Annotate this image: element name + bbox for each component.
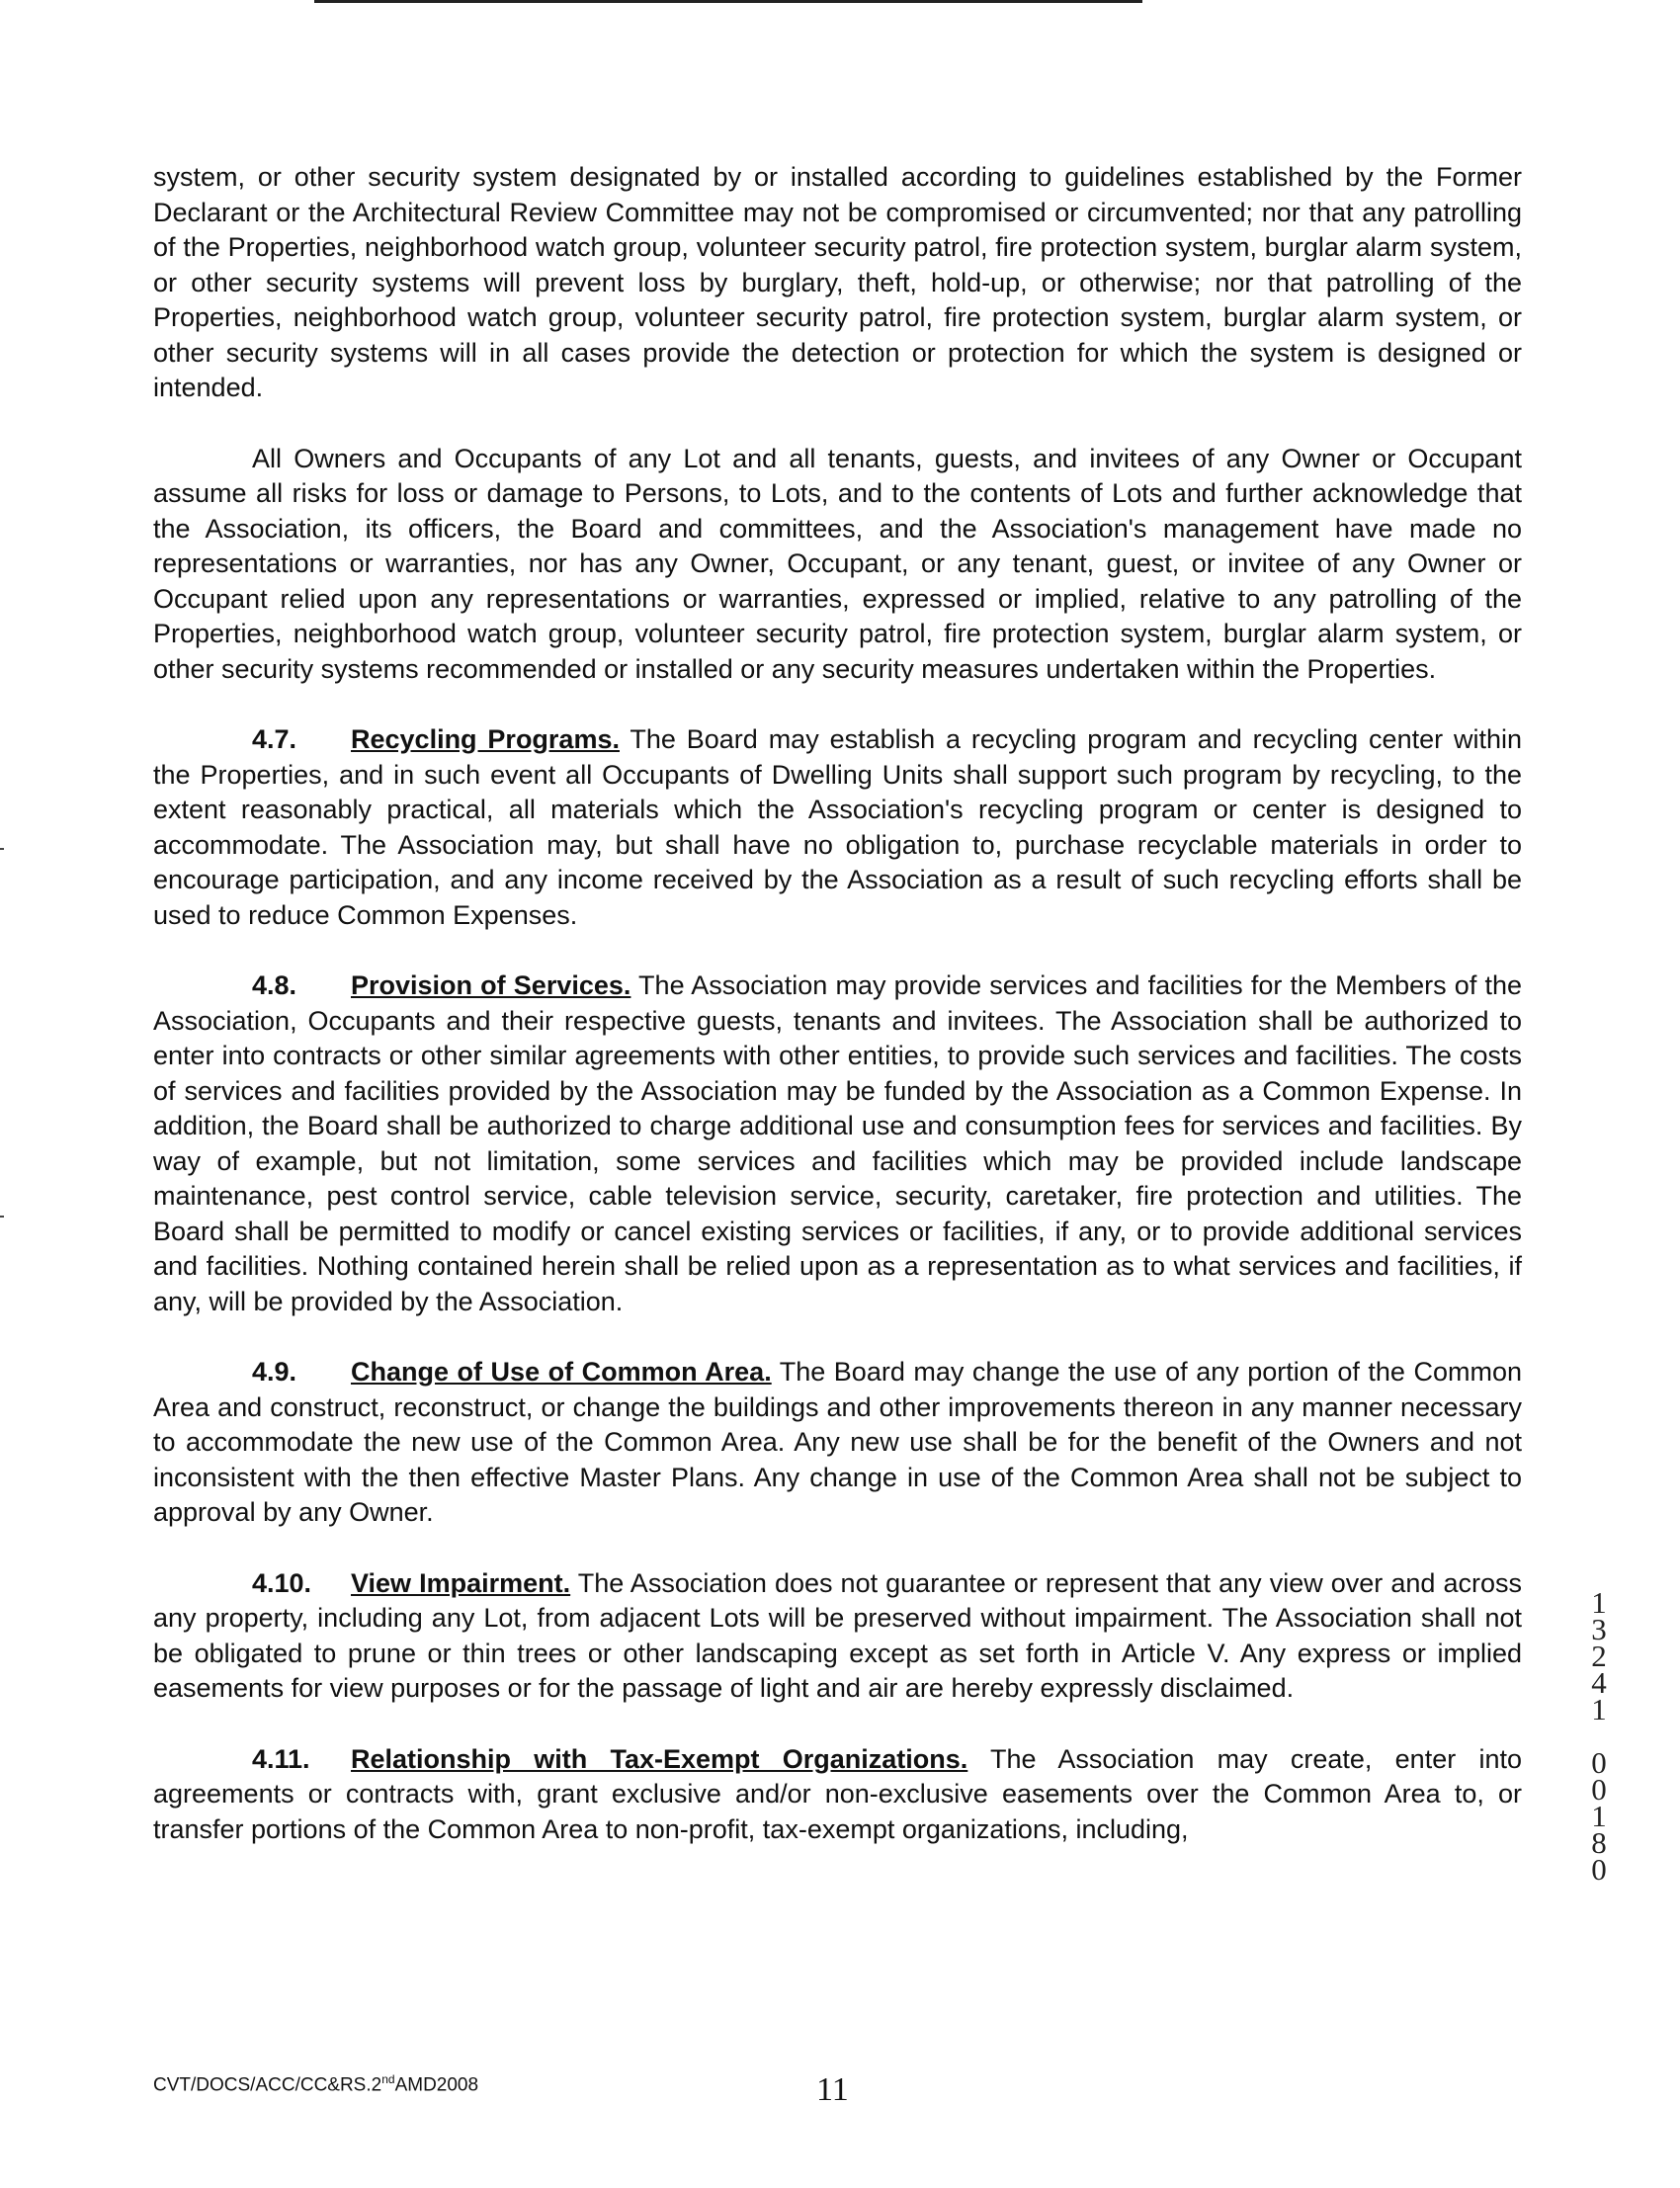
recording-stamp <box>1581 1585 1617 1887</box>
margin-mark <box>0 848 4 850</box>
page-number: 11 <box>816 2071 849 2108</box>
section-number: 4.7. <box>252 724 297 754</box>
stamp-char: 4 <box>1591 1665 1607 1700</box>
stamp-char: 1 <box>1591 1585 1607 1620</box>
stamp-char: 2 <box>1591 1639 1607 1673</box>
stamp-char: 0 <box>1591 1745 1607 1780</box>
section-number: 4.10. <box>252 1567 312 1598</box>
section-number: 4.8. <box>252 970 297 1000</box>
section-4-11 <box>153 1742 1522 1848</box>
section-4-8 <box>153 968 1522 1319</box>
section-title: Recycling Programs. <box>351 724 620 754</box>
section-text: The Association may create, enter into agreements or contracts with, grant exclusive and/or non-exclusive easements over the Common Area to, or transfer portions of the Common Area to non-profit, tax-exempt organizations, including, <box>153 1743 1522 1844</box>
section-text: The Board may change the use of any portion of the Common Area and construct, reconstruct, or change the buildings and other improvements thereon in any manner necessary to accommodate the new use of the Common Area. Any new use shall be for the benefit of the Owners and not inconsistent with the then effective Master Plans. Any change in use of the Common Area shall not be subject to approval by any Owner. <box>153 1357 1522 1527</box>
stamp-char: 8 <box>1591 1825 1607 1860</box>
section-title: Change of Use of Common Area. <box>351 1357 772 1387</box>
section-title: Provision of Services. <box>351 970 631 1000</box>
stamp-char: 0 <box>1591 1852 1607 1887</box>
doc-ref-sup: nd <box>381 2072 395 2086</box>
top-edge-rule <box>314 0 1142 3</box>
section-number: 4.9. <box>252 1357 297 1387</box>
stamp-char: 1 <box>1591 1692 1607 1726</box>
section-number: 4.11. <box>252 1743 310 1774</box>
stamp-char: 3 <box>1591 1612 1607 1646</box>
document-body <box>153 160 1522 1883</box>
doc-ref-suffix: AMD2008 <box>394 2074 479 2096</box>
section-4-10 <box>153 1566 1522 1707</box>
doc-ref-prefix: CVT/DOCS/ACC/CC&RS.2 <box>153 2074 382 2096</box>
section-text: The Association may provide services and facilities for the Members of the Association, Occupants and their respective guests, tenants and invitees. The Association shall be authorized to enter into contracts or other similar agreements with other entities, to provide such services and facilities. The costs of services and facilities provided by the Association may be funded by the Association as a Common Expense. In addition, the Board shall be authorized to charge additional use and consumption fees for services and facilities. By way of example, but not limitation, some services and facilities which may be provided include landscape maintenance, pest control service, cable television service, security, caretaker, fire protection and utilities. The Board shall be permitted to modify or cancel existing services or facilities, if any, or to provide additional services and facilities. Nothing contained herein shall be relied upon as a representation as to what services and facilities, if any, will be provided by the Association. <box>153 970 1522 1316</box>
section-text: The Association does not guarantee or represent that any view over and across any property, including any Lot, from adjacent Lots will be preserved without impairment. The Association shall not be obligated to prune or thin trees or other landscaping except as set forth in Article V. Any express or implied easements for view purposes or for the passage of light and air are hereby expressly disclaimed. <box>153 1567 1522 1703</box>
paragraph-risk-assumption: All Owners and Occupants of any Lot and all tenants, guests, and invitees of any Owner or Occupant assume all risks for loss or damage to Persons, to Lots, and to the contents of Lots and further acknowledge that the Association, its officers, the Board and committees, and the Association's management have made no representations or warranties, nor has any Owner, Occupant, or any tenant, guest, or invitee of any Owner or Occupant relied upon any representations or warranties, expressed or implied, relative to any patrolling of the Properties, neighborhood watch group, volunteer security patrol, fire protection system, burglar alarm system, or other security systems recommended or installed or any security measures undertaken within the Properties. <box>153 443 1522 684</box>
paragraph-continuation: system, or other security system designated by or installed according to guidelines established by the Former Declarant or the Architectural Review Committee may not be compromised or circumvented; nor that any patrolling of the Properties, neighborhood watch group, volunteer security patrol, fire protection system, burglar alarm system, or other security systems will prevent loss by burglary, theft, hold-up, or otherwise; nor that patrolling of the Properties, neighborhood watch group, volunteer security patrol, fire protection system, burglar alarm system, or other security systems will in all cases provide the detection or protection for which the system is designed or intended. <box>153 162 1522 402</box>
section-4-9 <box>153 1355 1522 1531</box>
margin-mark <box>0 1216 4 1218</box>
section-title: Relationship with Tax-Exempt Organizations. <box>351 1743 968 1774</box>
section-4-7 <box>153 722 1522 933</box>
section-title: View Impairment. <box>351 1567 571 1598</box>
section-text: The Board may establish a recycling program and recycling center within the Properties, and in such event all Occupants of Dwelling Units shall support such program by recycling, to the extent reasonably practical, all materials which the Association's recycling program or center is designed to accommodate. The Association may, but shall have no obligation to, purchase recyclable materials in order to encourage participation, and any income received by the Association as a result of such recycling efforts shall be used to reduce Common Expenses. <box>153 724 1522 930</box>
stamp-char: 1 <box>1591 1799 1607 1833</box>
document-reference <box>153 2072 478 2096</box>
stamp-char: 0 <box>1591 1772 1607 1807</box>
